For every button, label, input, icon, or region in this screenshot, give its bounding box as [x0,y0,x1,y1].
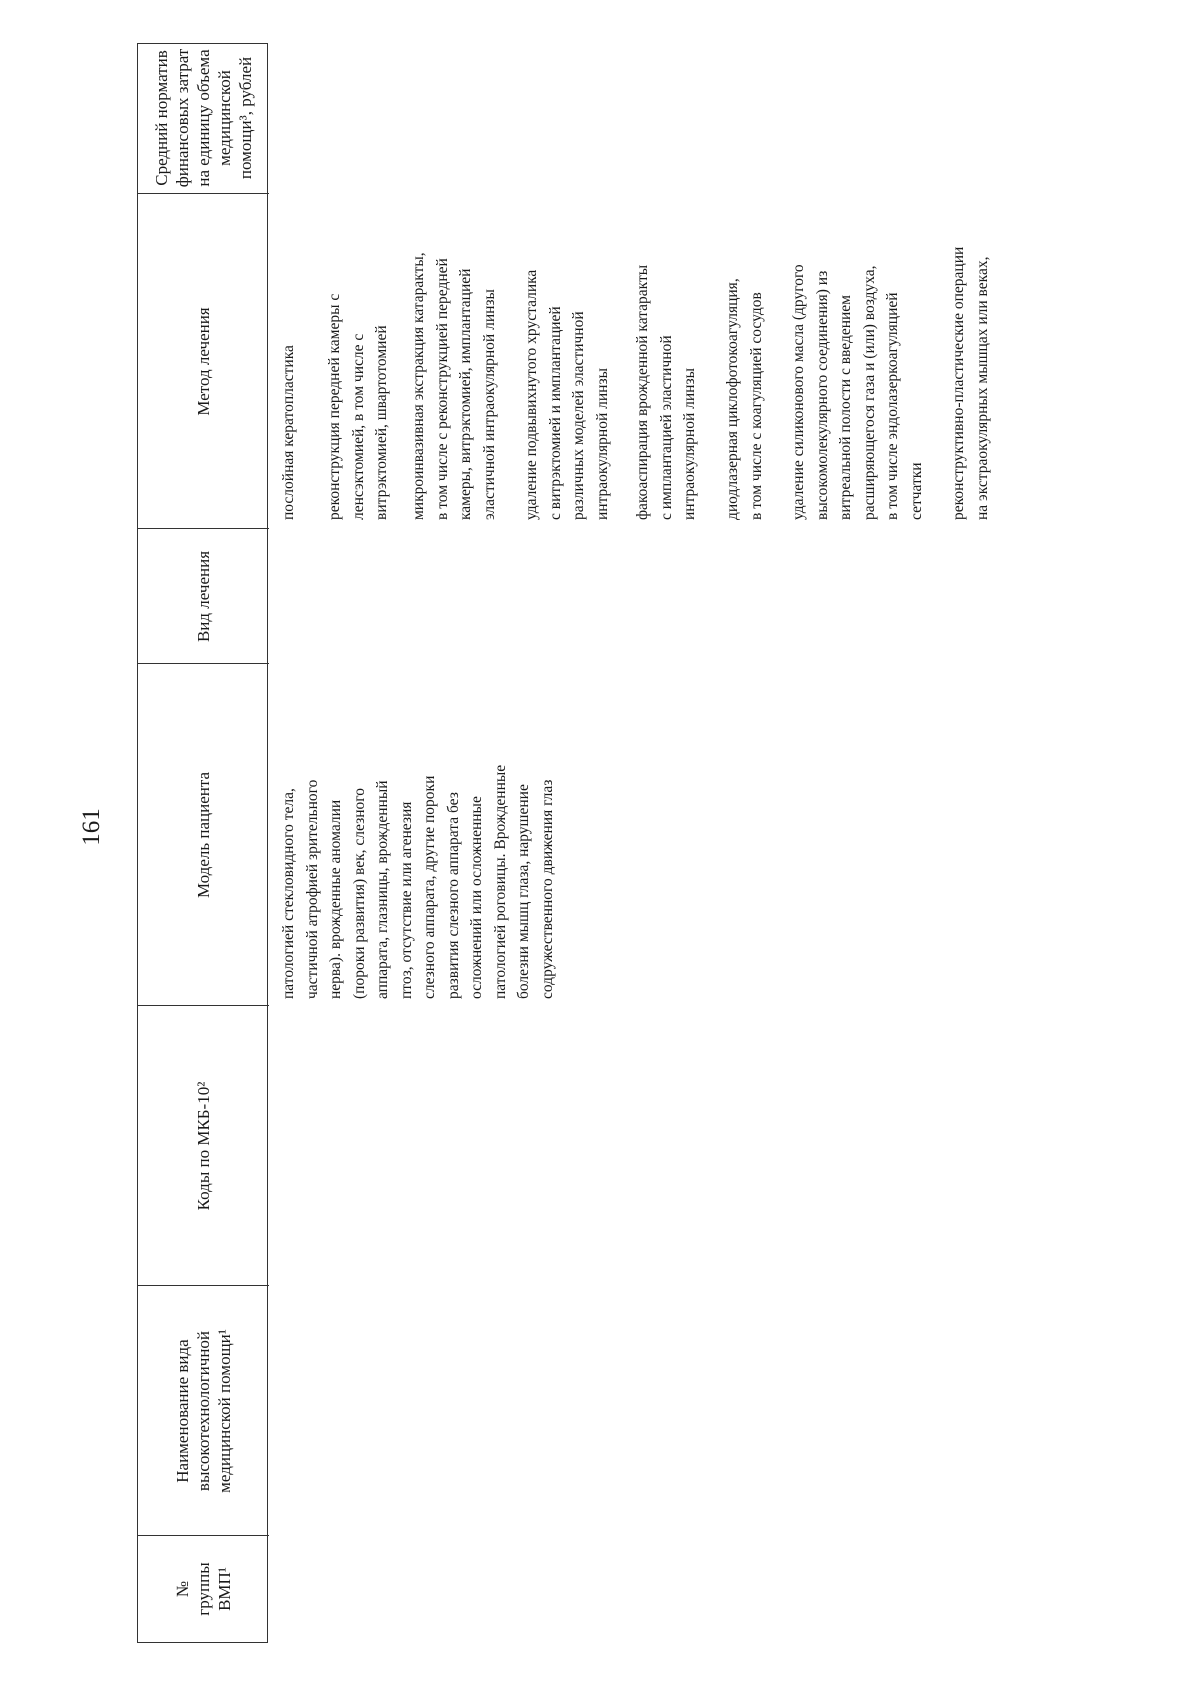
header-treatment-method [138,194,269,529]
treatment-method-item: удаление силиконового масла (другого высокомолекулярного соединения) из витреальной полости с введением расширяющегося газа и (или) воздуха, в том числе эндолазеркоагуляцией сетчатки [790,264,925,520]
treatment-method-item: реконструктивно-пластические операции на экстраокулярных мышцах или веках, [950,246,991,520]
header-treatment-type [138,529,269,664]
treatment-method-item: факоаспирация врожденной катаракты с имплантацией эластичной интраокулярной линзы [634,264,698,520]
column-divider [138,663,269,664]
table-header [137,43,268,1643]
header-treatment-type-text: Вид лечения [194,550,213,643]
page-number: 161 [78,808,105,846]
treatment-method-item: удаление подвывихнутого хрусталика с витрэктомией и имплантацией различных моделей эластичной интраокулярной линзы [523,269,611,520]
treatment-method-item: реконструкция передней камеры с ленсэктомией, в том числе с витрэктомией, швартотомией [326,293,390,520]
rotated-table [137,43,1137,1643]
patient-model-text: патологией стекловидного тела, частичной атрофией зрительного нерва). врожденные аномалии (пороки развития) век, слезного аппарата, глазницы, врожденный птоз, отсутствие или агенезия слезного аппарата, другие пороки развития слезного аппарата без осложнений или осложненные патологией роговицы. Врожденные болезни мышц глаза, нарушение содружественного движения глаз [280,764,556,999]
treatment-method-item: послойная кератопластика [280,345,297,520]
column-divider [138,1535,269,1536]
header-cost-norm-text: Средний норматив финансовых затрат на единицу объема медицинской помощи³, рублей [152,48,255,188]
header-patient-model [138,664,269,1006]
treatment-method-item: диодлазерная циклофотокоагуляция, в том числе с коагуляцией сосудов [724,278,765,520]
header-treatment-method-text: Метод лечения [194,307,213,416]
header-icd-codes-text: Коды по МКБ-10² [194,1081,213,1211]
header-vmp-name [138,1286,269,1536]
header-cost-norm [138,42,269,194]
header-icd-codes [138,1006,269,1286]
column-divider [138,193,269,194]
column-divider [138,1285,269,1286]
treatment-method-item: микроинвазивная экстракция катаракты, в том числе с реконструкцией передней камеры, витрэктомией, имплантацией эластичной интраокулярной линзы [410,252,498,520]
header-group-number-text: № группы ВМП¹ [173,1562,234,1616]
column-divider [138,528,269,529]
header-vmp-name-text: Наименование вида высокотехнологичной медицинской помощи¹ [173,1329,234,1493]
column-divider [138,1005,269,1006]
header-patient-model-text: Модель пациента [194,771,213,899]
header-group-number [138,1536,269,1642]
